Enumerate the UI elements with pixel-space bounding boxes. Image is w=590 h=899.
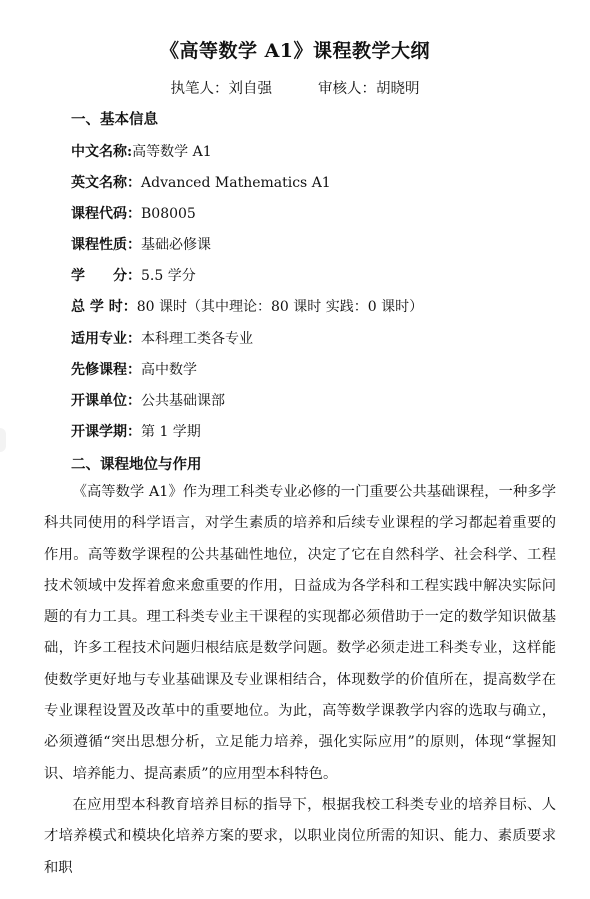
info-total-hours (71, 296, 423, 316)
info-course-nature (71, 234, 211, 254)
info-value: 第 1 学期 (141, 424, 201, 440)
reviewer-label: 审核人： (318, 81, 376, 97)
info-label: 课程性质： (71, 237, 141, 253)
info-label: 中文名称: (71, 144, 133, 160)
info-label: 课程代码： (71, 206, 141, 222)
info-english-name (71, 172, 331, 192)
section-heading-course-role: 二、课程地位与作用 (71, 456, 202, 473)
info-label: 先修课程： (71, 362, 141, 378)
reviewer-name: 胡晓明 (376, 81, 420, 97)
info-value: 5.5 学分 (141, 268, 196, 284)
course-role-body (44, 477, 556, 884)
info-course-code (71, 203, 196, 223)
section-heading-basic-info: 一、基本信息 (71, 111, 158, 128)
info-value: 基础必修课 (141, 237, 211, 253)
info-semester (71, 421, 201, 441)
info-label: 适用专业： (71, 331, 141, 347)
document-title: 《高等数学 A1》课程教学大纲 (159, 40, 431, 62)
info-value: B08005 (141, 206, 196, 222)
paragraph: 《高等数学 A1》作为理工科类专业必修的一门重要公共基础课程，一种多学科共同使用的科学语言，对学生素质的培养和后续专业课程的学习都起着重要的作用。高等数学课程的公共基础性地位，决定了它在自然科学、社会科学、工程技术领域中发挥着愈来愈重要的作用，日益成为各学科和工程实践中解决实际问题的有力工具。理工科类专业主干课程的实现都必须借助于一定的数学知识做基础，许多工程技术问题归根结底是数学问题。数学必须走进工科类专业，这样能使数学更好地与专业基础课及专业课相结合，体现数学的价值所在，提高数学在专业课程设置及改革中的重要地位。为此，高等数学课教学内容的选取与确立，必须遵循“突出思想分析，立足能力培养，强化实际应用”的原则，体现“掌握知识、培养能力、提高素质”的应用型本科特色。 (44, 484, 556, 782)
info-label: 开课单位： (71, 393, 141, 409)
info-value: Advanced Mathematics A1 (141, 175, 331, 191)
info-label: 总 学 时： (71, 299, 137, 315)
writer-name: 刘自强 (228, 81, 272, 97)
info-credits (71, 265, 196, 285)
info-label: 学 分： (71, 268, 141, 284)
author-line (0, 77, 590, 98)
info-label: 英文名称： (71, 175, 141, 191)
writer-label: 执笔人： (170, 81, 229, 97)
info-applicable-majors (71, 328, 253, 348)
paragraph: 在应用型本科教育培养目标的指导下，根据我校工科类专业的培养目标、人才培养模式和模块化培养方案的要求，以职业岗位所需的知识、能力、素质要求和职 (44, 796, 556, 876)
info-chinese-name (71, 141, 212, 161)
info-value: 公共基础课部 (141, 393, 225, 409)
info-label: 开课学期： (71, 424, 141, 440)
info-prerequisites (71, 359, 197, 379)
page-edge-shadow (0, 428, 6, 452)
info-value: 高等数学 A1 (132, 144, 212, 160)
info-value: 本科理工类各专业 (141, 331, 253, 347)
info-offering-unit (71, 390, 225, 410)
info-value: 高中数学 (141, 362, 197, 378)
info-value: 80 课时（其中理论：80 课时 实践：0 课时） (136, 299, 424, 315)
